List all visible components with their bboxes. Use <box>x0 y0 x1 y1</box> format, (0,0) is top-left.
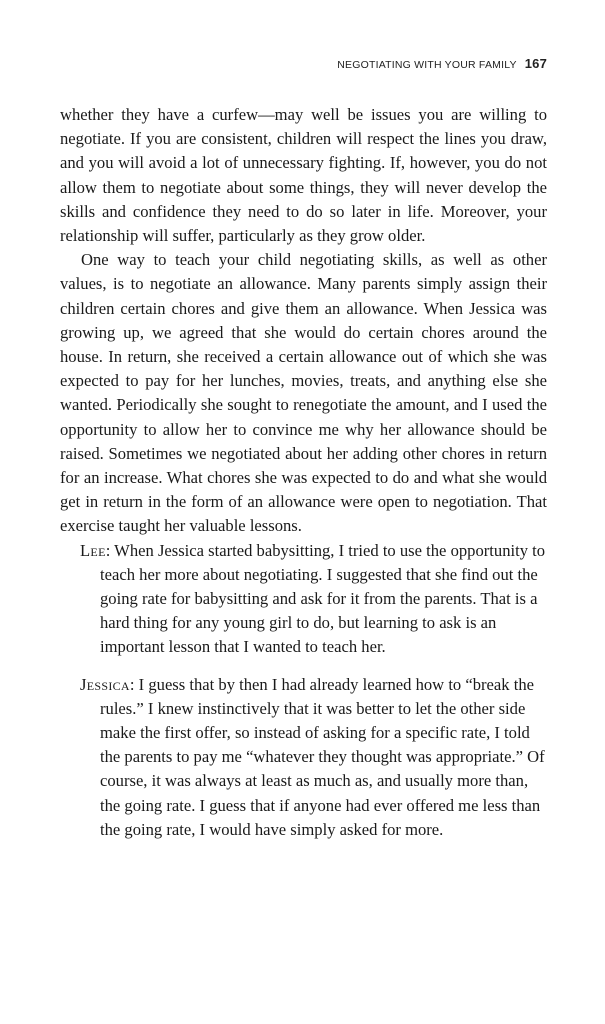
speaker-separator: : <box>129 674 139 694</box>
dialogue-jessica <box>60 673 547 842</box>
paragraph-allowance: One way to teach your child negotiating skills, as well as other values, is to negotiate an allowance. Many parents simply assign their children certain chores and give them an allowance. When Jessica was growing up, we agreed that she would do certain chores around the house. In return, she received a certain allowance out of which she was expected to pay for her lunches, movies, treats, and anything else she wanted. Periodically she sought to renegotiate the amount, and I used the opportunity to allow her to convince me why her allowance should be raised. Sometimes we negotiated about her adding other chores in return for an increase. What chores she was expected to do and what she would get in return in the form of an allowance were open to negotiation. That exercise taught her valuable lessons. <box>60 250 547 536</box>
speaker-separator: : <box>105 540 115 560</box>
speaker-name: Lee <box>80 540 106 560</box>
body-text <box>60 103 547 842</box>
paragraph-continued: whether they have a curfew—may well be issues you are willing to negotiate. If you are consistent, children will respect the lines you draw, and you will avoid a lot of unnecessary fighting. If, however, you do not allow them to negotiate about some things, they will never develop the skills and confidence they need to do so later in life. Moreover, your relationship will suffer, particularly as they grow older. <box>60 105 547 246</box>
running-head <box>337 56 547 71</box>
dialogue-lee <box>60 539 547 660</box>
running-head-title: NEGOTIATING WITH YOUR FAMILY <box>337 59 517 71</box>
speaker-name: Jessica <box>80 674 130 694</box>
dialogue-text: When Jessica started babysitting, I tried to use the opportunity to teach her more about negotiating. I suggested that she find out the going rate for babysitting and ask for it from the parents. That is a hard thing for any young girl to do, but learning to ask is an important lesson that I wanted to teach her. <box>100 540 546 657</box>
page-number: 167 <box>524 56 547 71</box>
dialogue-text: I guess that by then I had already learned how to “break the rules.” I knew instinctively that it was better to let the other side make the first offer, so instead of asking for a specific rate, I told the parents to pay me “whatever they thought was appropriate.” Of course, it was always at least as much as, and usually more than, the going rate. I guess that if anyone had ever offered me less than the going rate, I would have simply asked for more. <box>100 674 545 839</box>
